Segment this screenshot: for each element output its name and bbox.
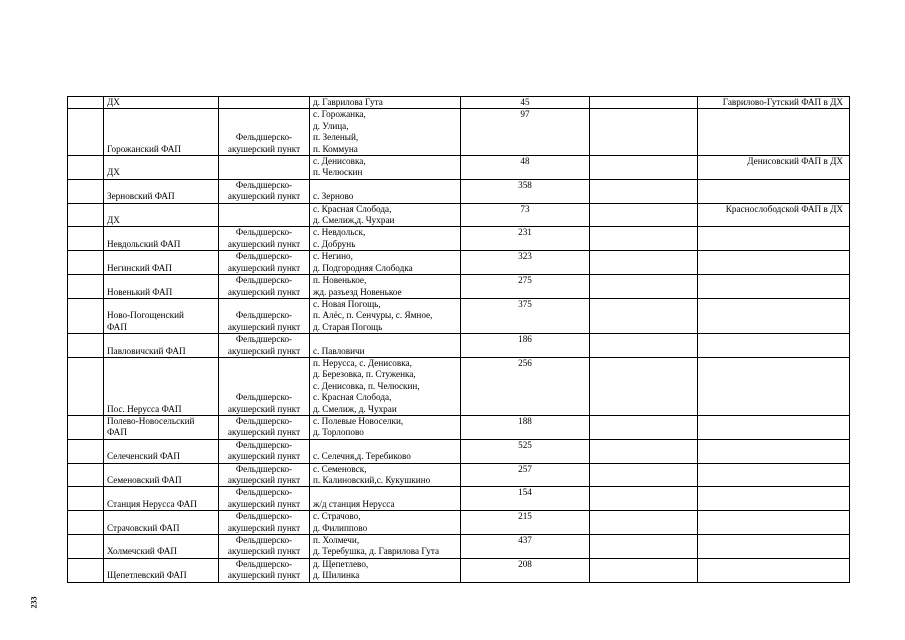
empty-cell bbox=[590, 334, 698, 358]
population-cell: 275 bbox=[461, 275, 590, 299]
population-cell: 48 bbox=[461, 156, 590, 180]
facility-name-cell: Селеченский ФАП bbox=[104, 439, 219, 463]
table-row bbox=[68, 487, 850, 511]
facility-type-cell: Фельдшерско- акушерский пункт bbox=[219, 298, 310, 333]
note-cell: Денисовский ФАП в ДХ bbox=[698, 156, 850, 180]
table-row bbox=[68, 415, 850, 439]
population-cell: 525 bbox=[461, 439, 590, 463]
facility-type-cell bbox=[219, 97, 310, 109]
facility-type-cell: Фельдшерско- акушерский пункт bbox=[219, 439, 310, 463]
population-cell: 323 bbox=[461, 251, 590, 275]
table-row bbox=[68, 156, 850, 180]
population-cell: 186 bbox=[461, 334, 590, 358]
note-cell bbox=[698, 109, 850, 156]
settlements-cell: д. Щепетлево, д. Шилинка bbox=[310, 558, 461, 582]
settlements-cell: с. Невдольск, с. Добрунь bbox=[310, 227, 461, 251]
population-cell: 188 bbox=[461, 415, 590, 439]
population-cell: 215 bbox=[461, 511, 590, 535]
population-cell: 437 bbox=[461, 535, 590, 559]
facility-name-cell: ДХ bbox=[104, 156, 219, 180]
facility-type-cell bbox=[219, 156, 310, 180]
table-row bbox=[68, 558, 850, 582]
note-cell bbox=[698, 275, 850, 299]
facilities-table bbox=[67, 96, 850, 583]
empty-cell bbox=[590, 415, 698, 439]
table-row bbox=[68, 298, 850, 333]
note-cell bbox=[698, 251, 850, 275]
note-cell bbox=[698, 487, 850, 511]
facility-name-cell: Зерновский ФАП bbox=[104, 179, 219, 203]
empty-cell bbox=[590, 463, 698, 487]
note-cell: Гаврилово-Гутский ФАП в ДХ bbox=[698, 97, 850, 109]
facility-type-cell: Фельдшерско- акушерский пункт bbox=[219, 227, 310, 251]
table-row bbox=[68, 227, 850, 251]
settlements-cell: ж/д станция Нерусса bbox=[310, 487, 461, 511]
population-cell: 154 bbox=[461, 487, 590, 511]
empty-cell bbox=[590, 357, 698, 415]
table-body bbox=[68, 97, 850, 583]
empty-cell bbox=[590, 558, 698, 582]
empty-cell bbox=[590, 156, 698, 180]
table-row bbox=[68, 357, 850, 415]
facility-type-cell: Фельдшерско- акушерский пункт bbox=[219, 357, 310, 415]
table-row bbox=[68, 251, 850, 275]
facility-type-cell: Фельдшерско- акушерский пункт bbox=[219, 179, 310, 203]
note-cell bbox=[698, 334, 850, 358]
facility-type-cell: Фельдшерско- акушерский пункт bbox=[219, 415, 310, 439]
note-cell bbox=[698, 357, 850, 415]
table-row bbox=[68, 511, 850, 535]
row-index-cell bbox=[68, 203, 104, 227]
row-index-cell bbox=[68, 439, 104, 463]
facility-name-cell: Ново-Погощенский ФАП bbox=[104, 298, 219, 333]
row-index-cell bbox=[68, 109, 104, 156]
settlements-cell: д. Гаврилова Гута bbox=[310, 97, 461, 109]
table-row bbox=[68, 179, 850, 203]
facility-name-cell: Невдольский ФАП bbox=[104, 227, 219, 251]
note-cell bbox=[698, 535, 850, 559]
facility-type-cell: Фельдшерско- акушерский пункт bbox=[219, 558, 310, 582]
table-row bbox=[68, 203, 850, 227]
row-index-cell bbox=[68, 487, 104, 511]
facility-name-cell: Страчовский ФАП bbox=[104, 511, 219, 535]
facility-name-cell: Станция Нерусса ФАП bbox=[104, 487, 219, 511]
note-cell bbox=[698, 179, 850, 203]
table-row bbox=[68, 463, 850, 487]
note-cell bbox=[698, 511, 850, 535]
facility-type-cell: Фельдшерско- акушерский пункт bbox=[219, 251, 310, 275]
facility-name-cell: Павловичский ФАП bbox=[104, 334, 219, 358]
row-index-cell bbox=[68, 558, 104, 582]
facility-name-cell: Горожанский ФАП bbox=[104, 109, 219, 156]
facility-type-cell: Фельдшерско- акушерский пункт bbox=[219, 109, 310, 156]
row-index-cell bbox=[68, 179, 104, 203]
facility-type-cell: Фельдшерско- акушерский пункт bbox=[219, 463, 310, 487]
table-row bbox=[68, 439, 850, 463]
population-cell: 256 bbox=[461, 357, 590, 415]
settlements-cell: с. Селечня,д. Теребиково bbox=[310, 439, 461, 463]
population-cell: 358 bbox=[461, 179, 590, 203]
note-cell bbox=[698, 558, 850, 582]
empty-cell bbox=[590, 511, 698, 535]
empty-cell bbox=[590, 275, 698, 299]
population-cell: 231 bbox=[461, 227, 590, 251]
row-index-cell bbox=[68, 535, 104, 559]
empty-cell bbox=[590, 298, 698, 333]
table-row bbox=[68, 275, 850, 299]
settlements-cell: с. Зерново bbox=[310, 179, 461, 203]
settlements-cell: с. Горожанка, д. Улица, п. Зеленый, п. Коммуна bbox=[310, 109, 461, 156]
row-index-cell bbox=[68, 334, 104, 358]
population-cell: 375 bbox=[461, 298, 590, 333]
note-cell bbox=[698, 439, 850, 463]
empty-cell bbox=[590, 179, 698, 203]
row-index-cell bbox=[68, 156, 104, 180]
row-index-cell bbox=[68, 463, 104, 487]
note-cell bbox=[698, 463, 850, 487]
settlements-cell: с. Красная Слобода, д. Смелиж,д. Чухраи bbox=[310, 203, 461, 227]
page-number: 233 bbox=[29, 596, 39, 609]
row-index-cell bbox=[68, 97, 104, 109]
settlements-cell: с. Негино, д. Подгородняя Слободка bbox=[310, 251, 461, 275]
note-cell bbox=[698, 298, 850, 333]
table-row bbox=[68, 334, 850, 358]
facility-name-cell: ДХ bbox=[104, 97, 219, 109]
row-index-cell bbox=[68, 298, 104, 333]
facility-name-cell: Холмечский ФАП bbox=[104, 535, 219, 559]
settlements-cell: с. Новая Погощь, п. Алёс, п. Сенчуры, с. Ямное, д. Старая Погощь bbox=[310, 298, 461, 333]
facility-name-cell: ДХ bbox=[104, 203, 219, 227]
facility-name-cell: Щепетлевский ФАП bbox=[104, 558, 219, 582]
empty-cell bbox=[590, 97, 698, 109]
facility-type-cell bbox=[219, 203, 310, 227]
table-row bbox=[68, 97, 850, 109]
settlements-cell: с. Полевые Новоселки, д. Торлопово bbox=[310, 415, 461, 439]
facility-name-cell: Негинский ФАП bbox=[104, 251, 219, 275]
row-index-cell bbox=[68, 251, 104, 275]
note-cell bbox=[698, 227, 850, 251]
row-index-cell bbox=[68, 275, 104, 299]
note-cell: Краснослободской ФАП в ДХ bbox=[698, 203, 850, 227]
facility-name-cell: Новенький ФАП bbox=[104, 275, 219, 299]
empty-cell bbox=[590, 487, 698, 511]
population-cell: 45 bbox=[461, 97, 590, 109]
settlements-cell: с. Павловичи bbox=[310, 334, 461, 358]
row-index-cell bbox=[68, 227, 104, 251]
population-cell: 97 bbox=[461, 109, 590, 156]
settlements-cell: п. Новенькое, жд. разъезд Новенькое bbox=[310, 275, 461, 299]
facility-type-cell: Фельдшерско- акушерский пункт bbox=[219, 275, 310, 299]
empty-cell bbox=[590, 109, 698, 156]
table-row bbox=[68, 535, 850, 559]
row-index-cell bbox=[68, 357, 104, 415]
empty-cell bbox=[590, 203, 698, 227]
empty-cell bbox=[590, 439, 698, 463]
row-index-cell bbox=[68, 511, 104, 535]
facility-type-cell: Фельдшерско- акушерский пункт bbox=[219, 487, 310, 511]
settlements-cell: с. Денисовка, п. Челюскин bbox=[310, 156, 461, 180]
facility-type-cell: Фельдшерско- акушерский пункт bbox=[219, 535, 310, 559]
empty-cell bbox=[590, 251, 698, 275]
row-index-cell bbox=[68, 415, 104, 439]
facility-name-cell: Полево-Новосельский ФАП bbox=[104, 415, 219, 439]
facility-type-cell: Фельдшерско- акушерский пункт bbox=[219, 511, 310, 535]
population-cell: 73 bbox=[461, 203, 590, 227]
population-cell: 257 bbox=[461, 463, 590, 487]
population-cell: 208 bbox=[461, 558, 590, 582]
facility-type-cell: Фельдшерско- акушерский пункт bbox=[219, 334, 310, 358]
empty-cell bbox=[590, 535, 698, 559]
empty-cell bbox=[590, 227, 698, 251]
facility-name-cell: Семеновский ФАП bbox=[104, 463, 219, 487]
settlements-cell: с. Семеновск, п. Калиновский,с. Кукушкино bbox=[310, 463, 461, 487]
settlements-cell: п. Нерусса, с. Денисовка, д. Березовка, п. Стуженка, с. Денисовка, п. Челюскин, с. Красная Слобода, д. Смелиж, д. Чухраи bbox=[310, 357, 461, 415]
note-cell bbox=[698, 415, 850, 439]
table-row bbox=[68, 109, 850, 156]
settlements-cell: п. Холмечи, д. Теребушка, д. Гаврилова Гута bbox=[310, 535, 461, 559]
facility-name-cell: Пос. Нерусса ФАП bbox=[104, 357, 219, 415]
settlements-cell: с. Страчово, д. Филиппово bbox=[310, 511, 461, 535]
